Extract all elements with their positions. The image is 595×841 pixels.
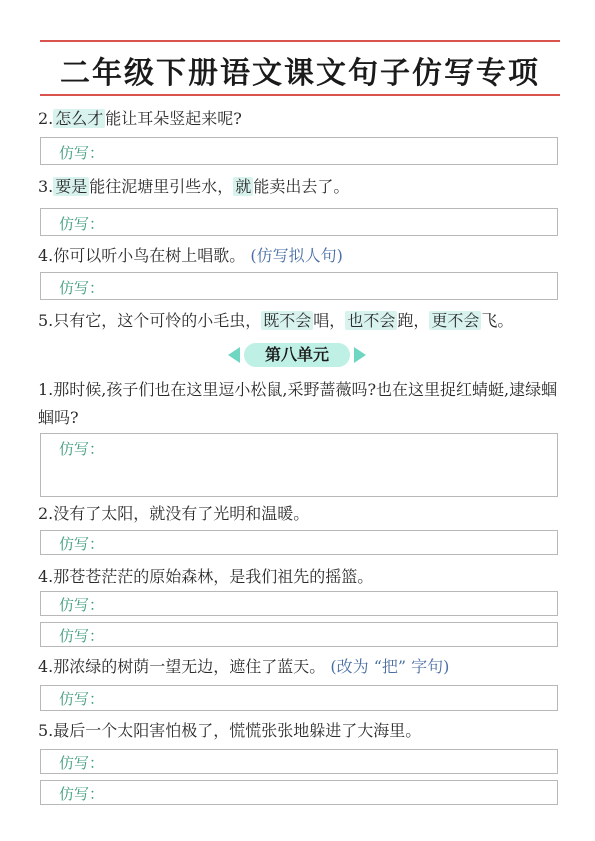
answer-box-large[interactable] — [40, 433, 558, 497]
title-block — [40, 34, 560, 106]
highlight-keyword: 就 — [235, 177, 252, 196]
arrow-right-icon — [354, 347, 366, 363]
unit-title: 第八单元 — [244, 343, 350, 367]
question-number: 2. — [38, 109, 54, 128]
highlight-keyword: 要是 — [55, 177, 88, 196]
answer-label: 仿写： — [59, 535, 105, 553]
question-text: 4.那浓绿的树荫一望无边，遮住了蓝天。 — [38, 657, 326, 676]
page-title: 二年级下册语文课文句子仿写专项 — [60, 56, 540, 91]
answer-box[interactable] — [40, 622, 558, 647]
highlight-keyword: 也不会 — [347, 311, 396, 330]
title-bottom-rule — [40, 94, 560, 96]
arrow-left-icon — [228, 347, 240, 363]
question-text: 唱， — [313, 311, 346, 330]
question-3-yaoshi — [38, 176, 349, 198]
question-text: 能往泥塘里引些水， — [89, 177, 234, 196]
answer-box[interactable] — [40, 685, 558, 711]
highlight-keyword: 更不会 — [431, 311, 480, 330]
answer-label: 仿写： — [59, 690, 105, 708]
question-instruction: (改为 “把” 字句) — [330, 657, 450, 676]
title-top-rule — [40, 40, 560, 42]
question-number: 3. — [38, 177, 54, 196]
question-text: 跑， — [397, 311, 430, 330]
answer-label: 仿写： — [59, 144, 105, 162]
question-text: 飞。 — [481, 311, 514, 330]
question-text: 能让耳朵竖起来呢? — [105, 109, 242, 128]
highlight-keyword: 既不会 — [263, 311, 312, 330]
answer-label: 仿写： — [59, 279, 105, 297]
answer-box[interactable] — [40, 272, 558, 300]
answer-box[interactable] — [40, 208, 558, 236]
answer-box[interactable] — [40, 780, 558, 805]
answer-label: 仿写： — [59, 215, 105, 233]
answer-box[interactable] — [40, 530, 558, 555]
question-text: 能卖出去了。 — [253, 177, 350, 196]
question-2-taiyang: 2.没有了太阳，就没有了光明和温暖。 — [38, 504, 310, 523]
answer-label: 仿写： — [59, 627, 105, 645]
question-4-xiaoniao — [38, 245, 343, 267]
answer-box[interactable] — [40, 591, 558, 616]
question-text: 5.只有它，这个可怜的小毛虫， — [38, 311, 262, 330]
question-4-shuyin — [38, 656, 449, 678]
answer-label: 仿写： — [59, 754, 105, 772]
question-2-zenmecai — [38, 108, 242, 130]
question-text: 4.你可以听小鸟在树上唱歌。 — [38, 246, 246, 265]
answer-box[interactable] — [40, 749, 558, 774]
question-4-senlin: 4.那苍苍茫茫的原始森林，是我们祖先的摇篮。 — [38, 567, 374, 586]
question-1-xiaosongshu: 1.那时候,孩子们也在这里逗小松鼠,采野蔷薇吗?也在这里捉红蜻蜓,逮绿蝈蝈吗? — [38, 380, 558, 427]
unit-8-badge — [228, 343, 366, 367]
question-instruction: (仿写拟人句) — [250, 246, 343, 265]
question-5-xiaomaochong — [38, 310, 513, 332]
question-5-taiyang: 5.最后一个太阳害怕极了，慌慌张张地躲进了大海里。 — [38, 721, 422, 740]
highlight-keyword: 怎么才 — [55, 109, 104, 128]
answer-label: 仿写： — [59, 596, 105, 614]
answer-label: 仿写： — [59, 440, 105, 458]
answer-box[interactable] — [40, 137, 558, 165]
answer-label: 仿写： — [59, 785, 105, 803]
